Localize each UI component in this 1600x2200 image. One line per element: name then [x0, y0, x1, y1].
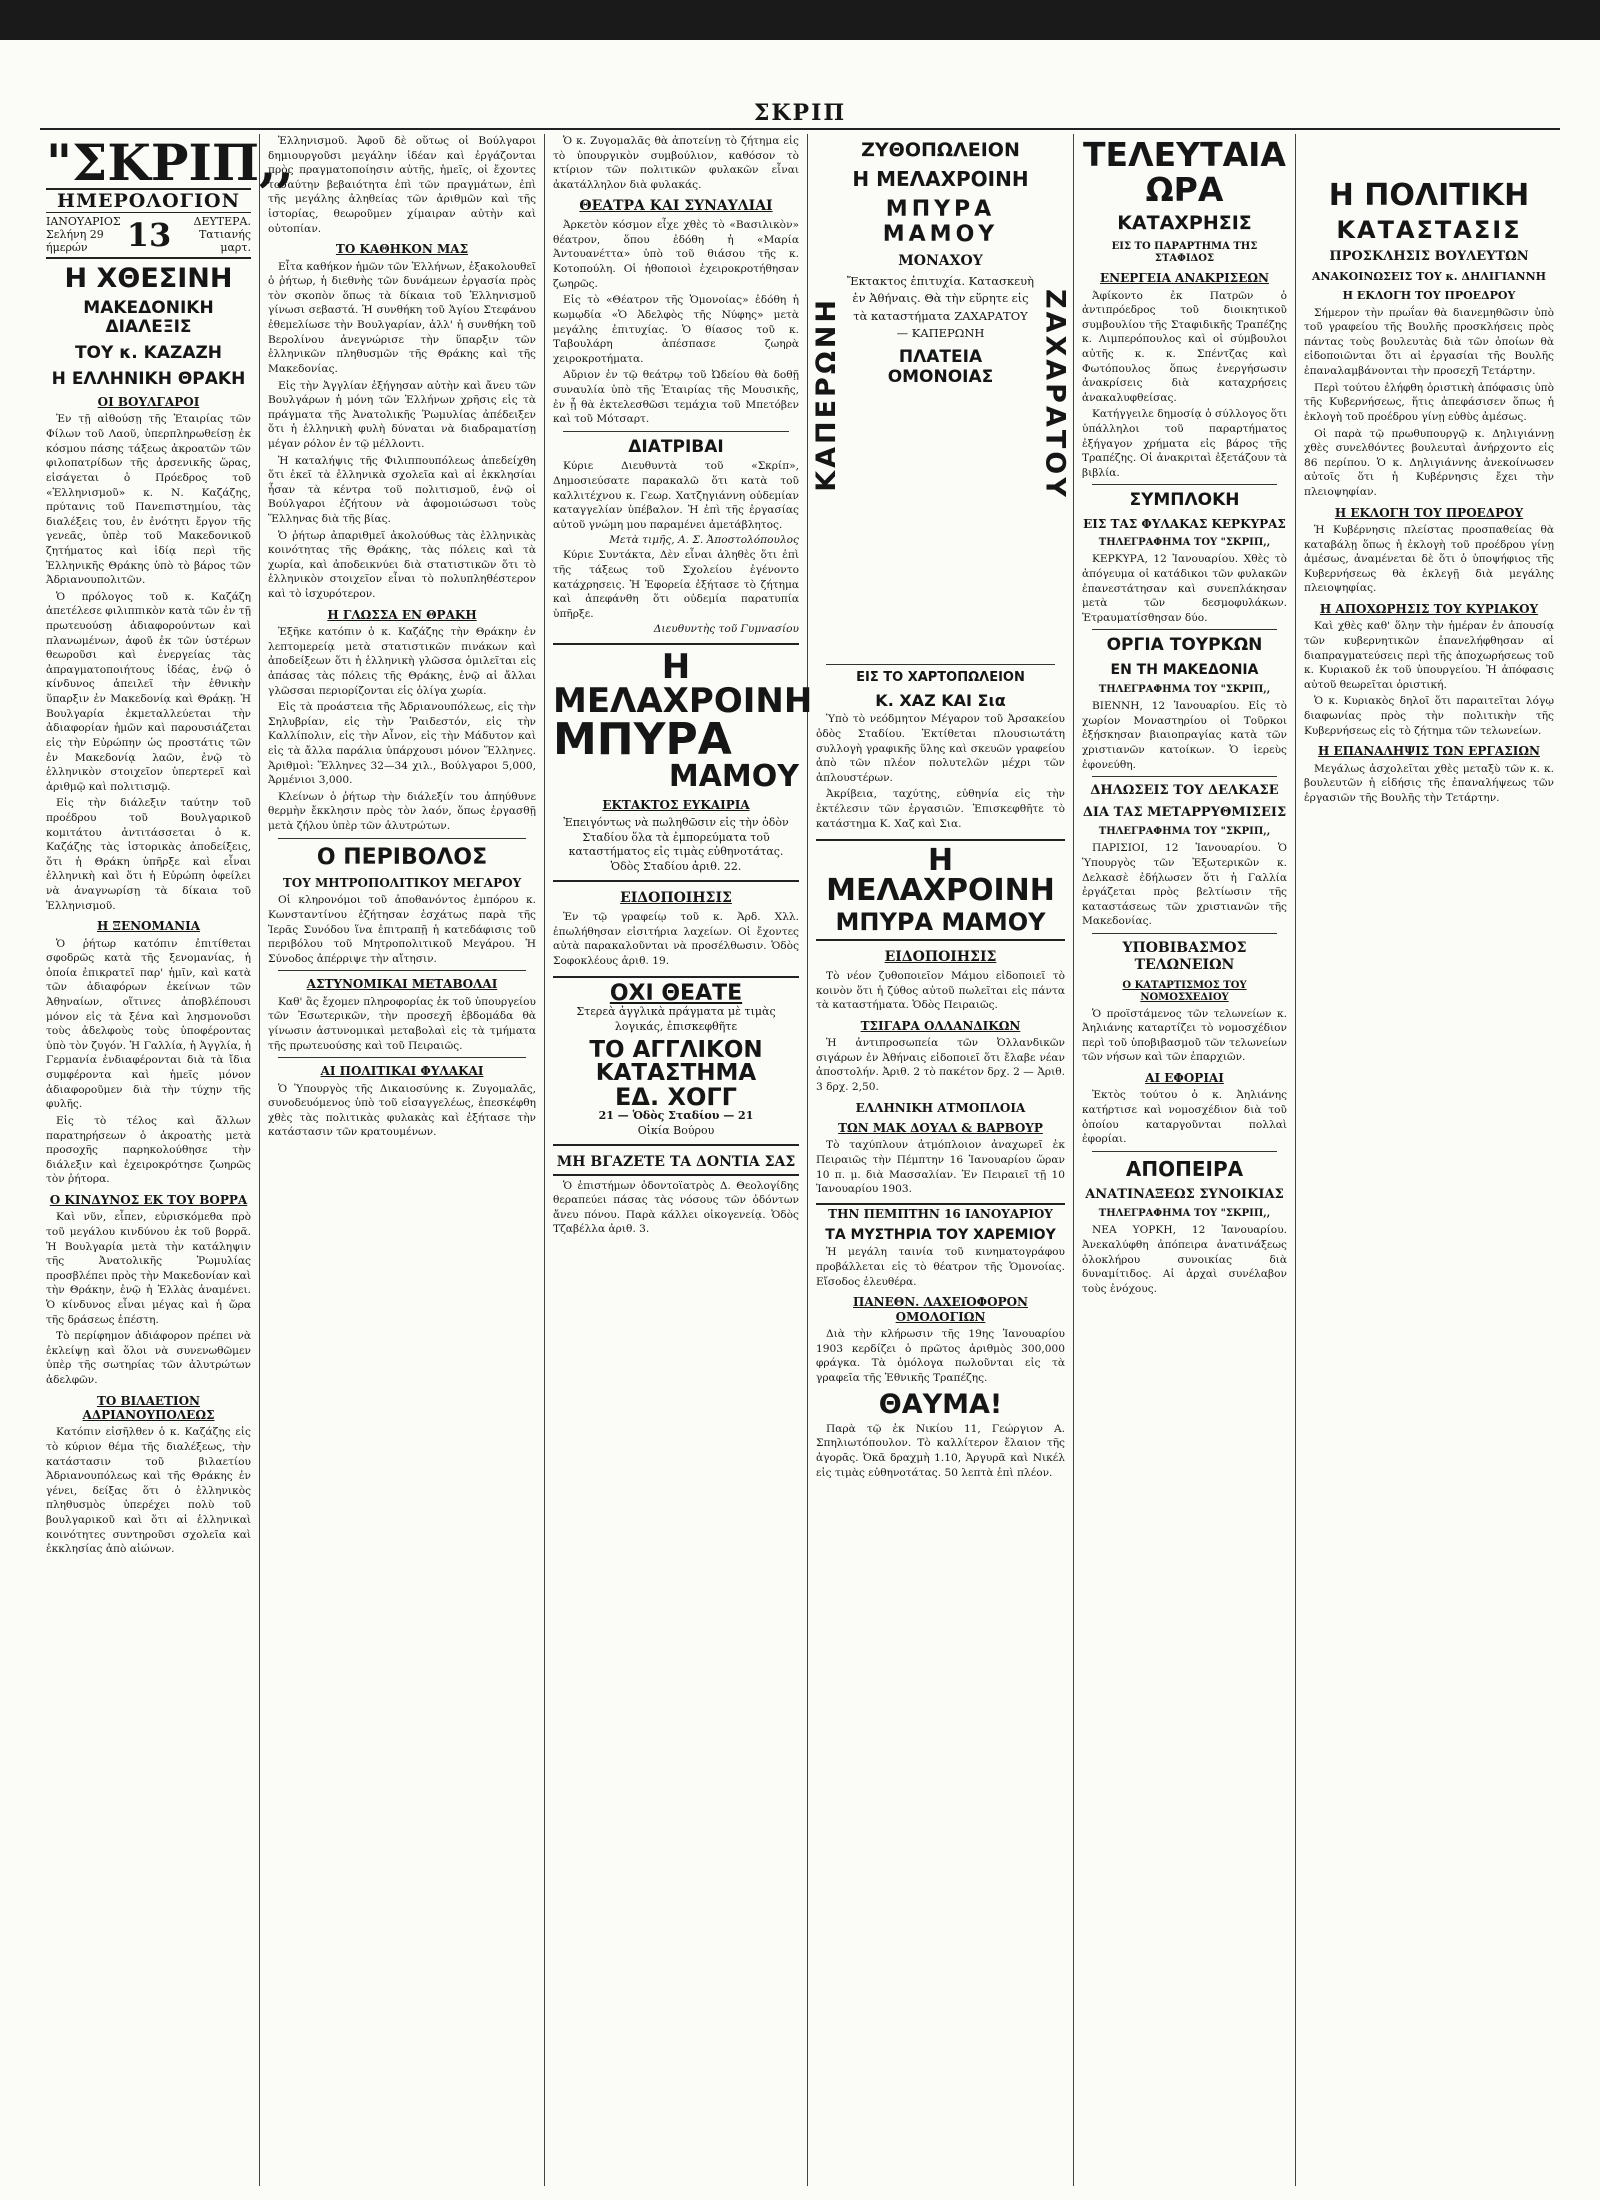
column-5 [1074, 134, 1296, 2186]
column-4 [808, 134, 1074, 2186]
section-heading: ΟΙ ΒΟΥΛΓΑΡΟΙ [97, 395, 200, 410]
paragraph: Εἰς τὸ τέλος καὶ ἄλλων παρατηρήσεων ὁ ἀκροατὴς μετὰ προσοχῆς παρηκολούθησε τὴν διάλεξιν καὶ ἐχειροκρότησε ζωηρῶς τὸν ῥήτορα. [46, 1114, 251, 1186]
article-subtitle: ΜΑΚΕΔΟΝΙΚΗ ΔΙΑΛΕΞΙΣ [83, 297, 214, 338]
article-subtitle: ΑΝΑΤΙΝΑΞΕΩΣ ΣΥΝΟΙΚΙΑΣ [1085, 1186, 1284, 1202]
paragraph: Ἡ μεγάλη ταινία τοῦ κινηματογράφου προβάλλεται εἰς τὸ θέατρον τῆς Ὁμονοίας. Εἴσοδος ἐλευθέρα. [816, 1246, 1065, 1288]
section-heading: ΠΑΝΕΘΝ. ΛΑΧΕΙΟΦΟΡΟΝ ΟΜΟΛΟΓΙΩΝ [852, 1295, 1029, 1324]
ad-store: ΤΟ ΑΓΓΛΙΚΟΝ ΚΑΤΑΣΤΗΜΑ [589, 1037, 763, 1087]
almanac-heading: ΗΜΕΡΟΛΟΓΙΟΝ [46, 188, 251, 213]
ad-brand-sub: ΜΟΝΑΧΟΥ [898, 253, 983, 270]
article-subtitle: ΕΙΣ ΤΟ ΠΑΡΑΡΤΗΜΑ ΤΗΣ ΣΤΑΦΙΔΟΣ [1111, 241, 1258, 265]
article-subtitle: ΕΝΕΡΓΕΙΑ ΑΝΑΚΡΙΣΕΩΝ [1100, 271, 1269, 286]
section-heading: ΤΟ ΚΑΘΗΚΟΝ ΜΑΣ [335, 242, 469, 257]
section-heading: ΔΙΑΤΡΙΒΑΙ [628, 436, 724, 457]
section-heading: Η ΑΠΟΧΩΡΗΣΙΣ ΤΟΥ ΚΥΡΙΑΚΟΥ [1319, 602, 1539, 617]
article-title: Η ΠΟΛΙΤΙΚΗ [1328, 178, 1530, 213]
date-line [46, 213, 251, 259]
section-heading: ΕΛΛΗΝΙΚΗ ΑΤΜΟΠΛΟΙΑ [855, 1100, 1026, 1115]
paragraph: Ὁ κ. Κυριακὸς δηλοῖ ὅτι παραιτεῖται λόγῳ διαφωνίας πρὸς τὴν πολιτικὴν τῆς Κυβερνήσεως εἰς τὸ ζήτημα τῶν τελωνείων. [1304, 695, 1554, 737]
paragraph: Ὁ Ὑπουργὸς τῆς Δικαιοσύνης κ. Ζυγομαλᾶς, συνοδευόμενος ὑπὸ τοῦ εἰσαγγελέως, ἐπεσκέφθη χθὲς τὰς πολιτικὰς φυλακὰς καὶ ἐξήτασε τὴν κατάστασιν τῶν κρατουμένων. [268, 1082, 536, 1139]
header-rule [40, 128, 1560, 130]
paragraph: Ὑπὸ τὸ νεόδμητον Μέγαρον τοῦ Ἀρσακείου ὁδὸς Σταδίου. Ἐκτίθεται πλουσιωτάτη συλλογὴ γραφικῆς ὕλης καὶ σκευῶν γραφείου ἀπὸ τῶν πλέον πολυτελῶν μέχρι τῶν ἁπλουστέρων. [816, 713, 1065, 784]
ad-title: Η ΜΕΛΑΧΡΟΙΝΗ [852, 166, 1029, 191]
paragraph: Ἡ καταλήψις τῆς Φιλιππουπόλεως ἀπεδείχθη ὅτι ἐκεῖ τὰ ἑλληνικὰ σχολεῖα καὶ αἱ ἐκκλησίαι ἦσαν τὰ κέντρα τοῦ πολιτισμοῦ, ἐνῷ οἱ Βούλγαροι ἐζήτουν νὰ ἀφομοιώσωσι τοὺς Ἕλληνας διὰ τῆς βίας. [268, 454, 536, 526]
ad-location: ΠΛΑΤΕΙΑ ΟΜΟΝΟΙΑΣ [887, 347, 994, 387]
section-heading: Η ΞΕΝΟΜΑΝΙΑ [96, 919, 200, 934]
paragraph: ΝΕΑ ΥΟΡΚΗ, 12 Ἰανουαρίου. Ἀνεκαλύφθη ἀπόπειρα ἀνατινάξεως ὁλοκλήρου συνοικίας διὰ δυναμίτιδος. Αἱ ἀρχαὶ συνέλαβον τοὺς ἐνόχους. [1082, 1224, 1287, 1295]
vertical-banner-right [1039, 134, 1071, 654]
running-title: ΣΚΡΙΠ [753, 100, 847, 126]
telegram-label: ΤΗΛΕΓΡΑΦΗΜΑ ΤΟΥ "ΣΚΡΙΠ,, [1098, 537, 1271, 549]
section-heading: ΕΙΔΟΠΟΙΗΣΙΣ [884, 949, 997, 966]
paragraph: Κατήγγειλε δημοσίᾳ ὁ σύλλογος ὅτι ὑπάλληλοι τοῦ παραρτήματος ἐξήγαγον χρήματα εἰς βάρος τῆς Τραπέζης. Οἱ ἀνακριταὶ ἐξετάζουν τὰ βιβλία. [1082, 408, 1287, 479]
telegram-label: ΤΗΛΕΓΡΑΦΗΜΑ ΤΟΥ "ΣΚΡΙΠ,, [1098, 1208, 1271, 1220]
date-month: ΙΑΝΟΥΑΡΙΟΣ Σελήνη 29 ήμερών [46, 215, 121, 255]
column-2 [260, 134, 545, 2186]
paragraph: Καθ' ἃς ἔχομεν πληροφορίας ἐκ τοῦ ὑπουργείου τῶν Ἐσωτερικῶν, τὴν προσεχῆ ἑβδομάδα θὰ γίνωσιν ἀστυνομικαὶ μεταβολαὶ εἰς τὰ τμήματα τῆς πρωτευούσης καὶ τοῦ Πειραιῶς. [268, 995, 536, 1052]
article-title: ΟΡΓΙΑ ΤΟΥΡΚΩΝ [1106, 635, 1263, 656]
paragraph: Αὔριον ἐν τῷ θεάτρῳ τοῦ Ὠδείου θὰ δοθῇ συναυλία ὑπὸ τῆς Ἑταιρίας τῆς Μουσικῆς, ἐν ᾗ θὰ ἐκτελεσθῶσι τεμάχια τοῦ Μπετόβεν καὶ τοῦ Μότσαρτ. [553, 369, 799, 426]
article-title: Ο ΠΕΡΙΒΟΛΟΣ [316, 844, 488, 870]
section-heading: ΤΗΝ ΠΕΜΠΤΗΝ 16 ΙΑΝΟΥΑΡΙΟΥ [816, 1203, 1065, 1221]
section-heading: ΘΕΑΤΡΑ ΚΑΙ ΣΥΝΑΥΛΙΑΙ [579, 198, 773, 215]
telegram-label: ΤΗΛΕΓΡΑΦΗΜΑ ΤΟΥ "ΣΚΡΙΠ,, [1098, 826, 1271, 838]
article-subtitle: ΠΡΟΣΚΛΗΣΙΣ ΒΟΥΛΕΥΤΩΝ [1329, 248, 1529, 264]
ad-address: 21 — Ὁδὸς Σταδίου — 21 [598, 1109, 754, 1123]
paragraph: Καὶ νῦν, εἶπεν, εὑρισκόμεθα πρὸ τοῦ μεγάλου κινδύνου ἐκ τοῦ βορρᾶ. Ἡ Βουλγαρία μετὰ τὴν κατάληψιν τῆς Ἀνατολικῆς Ῥωμυλίας προσβλέπει πρὸς τὴν Μακεδονίαν καὶ τὴν Θράκην, ἐνῷ ἡ Ἑλλὰς ἀναμένει. Ὁ κίνδυνος εἶναι μέγας καὶ ἡ ὥρα τῆς δράσεως ἐπέστη. [46, 1211, 251, 1326]
ad-brand: ΜΠΥΡΑ ΜΑΜΟΥ [835, 908, 1046, 937]
divider [278, 970, 526, 971]
paragraph: Οἱ κληρονόμοι τοῦ ἀποθανόντος ἐμπόρου κ. Κωνσταντίνου ἐζήτησαν ἐσχάτως παρὰ τῆς Ἱερᾶς Συνόδου ἵνα ἐπιτραπῇ ἡ κατεδάφισις τοῦ περιβόλου τοῦ Μητροπολιτικοῦ Μεγάρου. Ἡ Σύνοδος ἀπέρριψε τὴν αἴτησιν. [268, 894, 536, 965]
paragraph: Καὶ χθὲς καθ' ὅλην τὴν ἡμέραν ἐν ἀπουσίᾳ τῶν κυβερνητικῶν ἐπανελήφθησαν αἱ διαπραγματεύσεις περὶ τῆς ἀποχωρήσεως τοῦ κ. Κυριακοῦ ἐκ τοῦ ὑπουργείου. Ἡ ἀπόφασις αὐτοῦ θεωρεῖται ὁριστική. [1304, 620, 1554, 691]
ad-tagline: ΕΚΤΑΚΤΟΣ ΕΥΚΑΙΡΙΑ [602, 798, 750, 813]
brewery-ad [846, 140, 1035, 660]
paragraph: Εἰς τὸ «Θέατρον τῆς Ὁμονοίας» ἐδόθη ἡ κωμῳδία «Ὁ Ἀδελφὸς τῆς Νύφης» μετὰ μεγάλης ἐπιτυχίας. Ὁ θίασος τοῦ κ. Ταβουλάρη ἀπέσπασε ζωηρὰ χειροκροτήματα. [553, 294, 799, 365]
paragraph: Περὶ τούτου ἐλήφθη ὁριστικὴ ἀπόφασις ὑπὸ τῆς Κυβερνήσεως, ἥτις ἀπεφάσισεν ὅπως ἡ ἐκλογὴ τοῦ προέδρου γίνῃ εὐθὺς ἀμέσως. [1304, 381, 1554, 423]
divider [1092, 776, 1277, 777]
article-subtitle: ΑΝΑΚΟΙΝΩΣΕΙΣ ΤΟΥ κ. ΔΗΛΙΓΙΑΝΝΗ [1311, 270, 1547, 284]
paragraph: Ὁ πρόλογος τοῦ κ. Καζάζη ἀπετέλεσε φιλιππικὸν κατὰ τῶν ἐν τῇ πρωτευούσῃ ἀδιαφορούντων καὶ πλανωμένων, ἀφοῦ ἐκ τῶν ὑστέρων θεωροῦσι καὶ ἐνεργείας τὰς ἀπραγματοποιήτους ἰδέας, ἐνῷ ὁ κίνδυνος ἀπειλεῖ τὴν ἐθνικὴν ὕπαρξιν ἐν Μακεδονίᾳ καὶ Θράκῃ. Ἡ Βουλγαρία ἐκμεταλλεύεται τὴν ἀδιαφορίαν ἡμῶν καὶ παρουσιάζεται εἰς τὴν Εὐρώπην ὡς προστάτις τῶν ἐν Μακεδονίᾳ λαῶν, ἐνῷ τὸ ἑλληνικὸν στοιχεῖον ὑπερτερεῖ καὶ ἀριθμῷ καὶ πολιτισμῷ. [46, 590, 251, 793]
paragraph: Τὸ νέον ζυθοποιεῖον Μάμου εἰδοποιεῖ τὸ κοινὸν ὅτι ἡ ζύθος αὐτοῦ πωλεῖται εἰς πάντα τὰ καταστήματα. Ὁδὸς Πειραιῶς. [816, 970, 1065, 1012]
paragraph: Εἰς τὴν διάλεξιν ταύτην τοῦ προέδρου τοῦ Βουλγαρικοῦ κομιτάτου ἀντιτάσσεται ὁ κ. Καζάζης τὰς ἱστορικὰς ἀποδείξεις, ὅτι ἡ Θράκη ὑπῆρξε καὶ εἶναι ἑλληνικὴ καὶ ὅτι ἡ Εὐρώπη ὀφείλει νὰ ἀναγνωρίσῃ τὰ δίκαια τοῦ Ἑλληνισμοῦ. [46, 797, 251, 912]
paragraph: Παρὰ τῷ ἐκ Νικίου 11, Γεώργιον Α. Σπηλιωτόπουλον. Τὸ καλλίτερον ἔλαιον τῆς ἀγορᾶς. Ὀκᾶ δραχμὴ 1.10, Ἀργυρᾶ καὶ Νικέλ εἰς τιμὰς εὐθηνοτάτας. 50 λεπτὰ ἐπὶ πλέον. [816, 1422, 1065, 1479]
ad-title: ΘΑΥΜΑ! [878, 1389, 1003, 1421]
paragraph: Ἐκτὸς τούτου ὁ κ. Ἀηλιάνης κατήρτισε καὶ νομοσχέδιον διὰ τοῦ ὁποίου καταργοῦνται πολλαὶ ἐφορίαι. [1082, 1089, 1287, 1146]
divider [1092, 484, 1277, 485]
ad-product: ΜΠΥΡΑ [553, 714, 732, 766]
section-heading: ΤΑ ΜΥΣΤΗΡΙΑ ΤΟΥ ΧΑΡΕΜΙΟΥ [825, 1227, 1056, 1244]
ad-text: Ἔκτακτος ἐπιτυχία. Κατασκευὴ ἐν Ἀθήναις. Θὰ τὴν εὕρητε εἰς τὰ καταστήματα ΖΑΧΑΡΑΤΟΥ — ΚΑΠΕΡΩΝΗ [847, 274, 1034, 340]
paragraph: Κατόπιν εἰσῆλθεν ὁ κ. Καζάζης εἰς τὸ κύριον θέμα τῆς διαλέξεως, τὴν κατάστασιν τοῦ βιλαετίου Ἀδριανουπόλεως καὶ τῆς Θράκης ἐν γένει, δείξας ὅτι ὁ ἑλληνικὸς πληθυσμὸς ὑπερέχει πολὺ τοῦ βουλγαρικοῦ καὶ ὅτι αἱ ἑλληνικαὶ κοινότητες συντηροῦσι σχολεῖα καὶ ἐκκλησίας ἀπὸ αἰώνων. [46, 1426, 251, 1556]
paragraph: Εἶτα καθήκον ἡμῶν τῶν Ἑλλήνων, ἐξακολουθεῖ ὁ ῥήτωρ, ἡ διεθνὴς τῶν δυνάμεων ἐργασία πρὸς τὸν σκοπὸν ὅπως τὰ δίκαια τοῦ Ἑλληνισμοῦ γίνωσι σεβαστά. Ἡ συνθήκη τοῦ Ἁγίου Στεφάνου ἐθεμελίωσε τὴν Βουλγαρίαν, ἀλλ' ἡ συνθήκη τοῦ Βερολίνου ἀνεγνώρισε τὴν ὕπαρξιν τῶν ἑλληνικῶν πληθυσμῶν τῆς Θράκης καὶ τῆς Μακεδονίας. [268, 260, 536, 375]
advertisement-beer [816, 839, 1065, 941]
section-heading: ΑΙ ΕΦΟΡΙΑΙ [1145, 1070, 1224, 1085]
section-heading: ΤΩΝ ΜΑΚ ΔΟΥΑΛ & ΒΑΡΒΟΥΡ [838, 1121, 1043, 1136]
ad-building: Οἰκία Βούρου [637, 1123, 715, 1137]
article-title: ΥΠΟΒΙΒΑΣΜΟΣ ΤΕΛΩΝΕΙΩΝ [1122, 939, 1247, 973]
article-subtitle: ΕΙΣ ΤΑΣ ΦΥΛΑΚΑΣ ΚΕΡΚΥΡΑΣ [1083, 516, 1286, 531]
signature: Μετὰ τιμῆς, Α. Σ. Ἀποστολόπουλος [609, 534, 799, 547]
vertical-banner-text: ΚΑΠΕΡΩΝΗ [810, 296, 842, 492]
advertisement-english-store [553, 976, 799, 1145]
article-title: ΚΑΤΑΣΤΑΣΙΣ [1336, 215, 1522, 244]
paragraph: Εἰς τὴν Ἀγγλίαν ἐξήγησαν αὐτὴν καὶ ἄνευ τῶν Βουλγάρων ἡ μόνη τῶν Ἑλλήνων χρῆσις εἰς τὰ πράγματα τῆς Ἀνατολικῆς Ῥωμυλίας ἀπέδειξεν ὅτι ἡ ἑλληνικὴ φυλὴ δύναται νὰ διαδραματίσῃ μέγαν ρόλον ἐν τῷ μέλλοντι. [268, 379, 536, 450]
article-topic: Η ΕΛΛΗΝΙΚΗ ΘΡΑΚΗ [51, 368, 246, 389]
paragraph: ΚΕΡΚΥΡΑ, 12 Ἰανουαρίου. Χθὲς τὸ ἀπόγευμα οἱ κατάδικοι τῶν φυλακῶν ἐπανεστάτησαν καὶ συνεπλάκησαν μετὰ τῶν δεσμοφυλάκων. Ἐτραυματίσθησαν δύο. [1082, 553, 1287, 624]
section-heading: ΑΙ ΠΟΛΙΤΙΚΑΙ ΦΥΛΑΚΑΙ [320, 1064, 484, 1079]
telegram-label: ΤΗΛΕΓΡΑΦΗΜΑ ΤΟΥ "ΣΚΡΙΠ,, [1098, 684, 1271, 696]
paragraph: Μεγάλως ἀσχολεῖται χθὲς μεταξὺ τῶν κ. κ. βουλευτῶν ἡ εἰδήσις τῆς ἐπαναλήψεως τῶν ἐργασιῶν τῆς Βουλῆς τὴν Τετάρτην. [1304, 762, 1554, 804]
vertical-banner-text: ΖΑΧΑΡΑΤΟΥ [1039, 288, 1071, 500]
divider [826, 664, 1055, 665]
divider [1092, 1151, 1277, 1152]
paragraph: Τὸ περίφημον ἀδιάφορον πρέπει νὰ ἐκλείψῃ καὶ ὅλοι νὰ συνενωθῶμεν ὑπὲρ τῆς σωτηρίας τῶν ἀλυτρώτων ἀδελφῶν. [46, 1330, 251, 1387]
ad-heading: ΖΥΘΟΠΩΛΕΙΟΝ [861, 139, 1020, 161]
section-heading: Η ΕΚΛΟΓΗ ΤΟΥ ΠΡΟΕΔΡΟΥ [1334, 505, 1524, 520]
column-3 [545, 134, 813, 2186]
paragraph: Ἑλληνισμοῦ. Ἀφοῦ δὲ οὕτως οἱ Βούλγαροι δημιουργοῦσι μεγάλην ἰδέαν καὶ ἐργάζονται πρὸς πραγματοποίησιν αὐτῆς, ἡμεῖς, οἱ ἔχοντες τοσαύτην βεβαιότητα ἐπὶ τῶν πραγμάτων, ἐπὶ τῆς μεγάλης ἀληθείας τῶν ἀριθμῶν καὶ τῆς ἱστορίας, θεωροῦμεν χίμαιραν αὐτὴν καὶ οὐτοπίαν. [268, 135, 536, 235]
ad-title: Η ΜΕΛΑΧΡΟΙΝΗ [826, 843, 1055, 909]
paragraph: Τὸ ταχύπλουν ἀτμόπλοιον ἀναχωρεῖ ἐκ Πειραιῶς τὴν Πέμπτην 16 Ἰανουαρίου ὥραν 10 π. μ. διὰ Μασσαλίαν. Ἐν Πειραιεῖ τῇ 10 Ἰανουαρίου 1903. [816, 1139, 1065, 1196]
vertical-banner-left [810, 134, 842, 654]
page-columns [38, 134, 1562, 2186]
article-author: ΤΟΥ κ. ΚΑΖΑΖΗ [74, 343, 223, 363]
divider [1092, 933, 1277, 934]
divider [278, 1057, 526, 1058]
paragraph: Κύριε Συντάκτα, Δὲν εἶναι ἀληθὲς ὅτι ἐπὶ τῆς τάξεως τοῦ Σχολείου ἐγένοντο κατάχρησεις. Ἡ Ἐφορεία ἐξήτασε τὸ ζήτημα καὶ ἀπεφάνθη ὅτι οὐδεμία παρατυπία ὑπῆρξε. [553, 549, 799, 620]
page-top-border [0, 0, 1600, 40]
paragraph: Οἱ παρὰ τῷ πρωθυπουργῷ κ. Δηλιγιάννῃ χθὲς συνελθόντες βουλευταὶ ἀνήρχοντο εἰς 86 περίπου. Ὁ κ. Δηλιγιάννης ἀνεκοίνωσεν αὐτοῖς ὅτι ἡ Κυβέρνησις ἔχει τὴν πλειοψηφίαν. [1304, 427, 1554, 498]
divider [278, 838, 526, 839]
paragraph: Ἀφίκοντο ἐκ Πατρῶν ὁ ἀντιπρόεδρος τοῦ διοικητικοῦ συμβουλίου τῆς Σταφιδικῆς Τραπέζης κ. Λιμπερόπουλος καὶ οἱ σύμβουλοι αὐτῆς κ. κ. Σπέντζας καὶ Φωτόπουλος ὅπως ἐνεργήσωσιν ἀνακρίσεις διὰ καταχρήσεις ἀνακαλυφθείσας. [1082, 289, 1287, 404]
section-heading: ΕΙΣ ΤΟ ΧΑΡΤΟΠΩΛΕΙΟΝ [856, 670, 1025, 685]
paragraph: Ὁ προϊστάμενος τῶν τελωνείων κ. Ἀηλιάνης καταρτίζει τὸ νομοσχέδιον περὶ τοῦ ὑποβιβασμοῦ τῶν τελωνείων τῶν νήσων καὶ τῶν ἐπαρχιῶν. [1082, 1007, 1287, 1064]
paragraph: ΠΑΡΙΣΙΟΙ, 12 Ἰανουαρίου. Ὁ Ὑπουργὸς τῶν Ἐξωτερικῶν κ. Δελκασὲ ἐδήλωσεν ὅτι ἡ Γαλλία ἐργάζεται πρὸς βελτίωσιν τῆς καταστάσεως τῶν χριστιανῶν τῆς Μακεδονίας. [1082, 842, 1287, 928]
date-day: 13 [126, 215, 172, 254]
article-title: ΑΠΟΠΕΙΡΑ [1125, 1156, 1244, 1181]
section-heading: ΤΣΙΓΑΡΑ ΟΛΛΑΝΔΙΚΩΝ [860, 1018, 1021, 1033]
section-heading: Η ΓΛΩΣΣΑ ΕΝ ΘΡΑΚΗ [327, 607, 477, 622]
section-heading: ΑΣΤΥΝΟΜΙΚΑΙ ΜΕΤΑΒΟΛΑΙ [306, 977, 498, 992]
ad-brand: ΜΠΥΡΑ ΜΑΜΟΥ [882, 196, 999, 248]
section-title-latest: ΤΕΛΕΥΤΑΙΑ ΩΡΑ [1083, 135, 1286, 209]
advertisement-beer [553, 643, 813, 882]
section-heading: Η ΕΠΑΝΑΛΗΨΙΣ ΤΩΝ ΕΡΓΑΣΙΩΝ [1318, 744, 1540, 759]
article-subtitle: Η ΕΚΛΟΓΗ ΤΟΥ ΠΡΟΕΔΡΟΥ [1342, 289, 1516, 303]
ad-text: Στερεὰ ἀγγλικὰ πράγματα μὲ τιμὰς λογικάς, ἐπισκεφθῆτε [576, 1005, 776, 1034]
paragraph: Κλείνων ὁ ῥήτωρ τὴν διάλεξίν του ἀπηύθυνε θερμὴν ἔκκλησιν πρὸς τὸν λαόν, ὅπως ἐργασθῇ μετὰ ζήλου ὑπὲρ τῶν ἀλυτρώτων. [268, 790, 536, 832]
section-heading: ΤΟ ΒΙΛΑΕΤΙΟΝ ΑΔΡΙΑΝΟΥΠΟΛΕΩΣ [82, 1393, 215, 1423]
date-weekday: ΔΕΥΤΕΡΑ. Τατιανής μαρτ. [193, 215, 251, 255]
paragraph: Κύριε Διευθυντὰ τοῦ «Σκρίπ», Δημοσιεύσατε παρακαλῶ ὅτι κατὰ τοῦ καλλιτέχνου κ. Γεωρ. Χατζηγιάννη οὐδεμίαν καταγγελίαν ὑπέβαλον. Ἡ ἐπὶ τῆς ἐργασίας αὐτοῦ γνώμη μου παραμένει ἀμετάβλητος. [553, 460, 799, 531]
article-subtitle: Ο ΚΑΤΑΡΤΙΣΜΟΣ ΤΟΥ ΝΟΜΟΣΧΕΔΙΟΥ [1122, 979, 1247, 1003]
paragraph: Ἀκρίβεια, ταχύτης, εὐθηνία εἰς τὴν ἐκτέλεσιν τῶν ἐργασιῶν. Ἐπισκεφθῆτε τὸ κατάστημα Κ. Χαζ καὶ Σια. [816, 788, 1065, 830]
article-title: Η ΧΘΕΣΙΝΗ [64, 262, 233, 294]
ad-title: ΟΧΙ ΘΕΑΤΕ [609, 981, 743, 1007]
ad-text: Ἐπειγόντως νὰ πωληθῶσιν εἰς τὴν ὁδὸν Σταδίου ὅλα τὰ ἐμπορεύματα τοῦ καταστήματος εἰς τιμὰς εὐθηνοτάτας. Ὁδὸς Σταδίου ἀριθ. 22. [563, 815, 789, 874]
column-6 [1296, 134, 1562, 2186]
masthead: "ΣΚΡΙΠ,, [46, 133, 294, 192]
article-subtitle: ΔΙΑ ΤΑΣ ΜΕΤΑΡΡΥΘΜΙΣΕΙΣ [1082, 804, 1287, 820]
paragraph: Ὁ ῥήτωρ ἀπαριθμεῖ ἀκολούθως τὰς ἑλληνικὰς κοινότητας τῆς Θράκης, τὰς πόλεις καὶ τὰ χωρία, καὶ ἀποδεικνύει διὰ στατιστικῶν ὅτι τὸ ἑλληνικὸν στοιχεῖον εἶναι τὸ πολυπληθέστερον καὶ τὸ ἰσχυρότερον. [268, 529, 536, 601]
article-subtitle: ΤΟΥ ΜΗΤΡΟΠΟΛΙΤΙΚΟΥ ΜΕΓΑΡΟΥ [282, 875, 522, 890]
ad-title: Η ΜΕΛΑΧΡΟΙΝΗ [553, 647, 813, 722]
paragraph: Ἐν τῇ αἰθούσῃ τῆς Ἑταιρίας τῶν Φίλων τοῦ Λαοῦ, ὑπερπληρωθείσῃ ἐκ κόσμου πάσης τάξεως ἀκροατῶν τῶν φιλοπατρίδων τῆς ἀρσενικῆς ὥρας, εἰσάγεται ὁ Πρόεδρος τοῦ «Ἑλληνισμοῦ» κ. Ν. Καζάζης, πρύτανις τοῦ Πανεπιστημίου, τὰς διαλέξεις του, ἐν ἐνότητι ἔργον τῆς γενεᾶς, ὑπὲρ τοῦ Μακεδονικοῦ ζητήματος καὶ ἰδίᾳ περὶ τῆς Ἑλληνικῆς Θράκης ὑπὸ τὸ βάρος τῶν Ἀδριανουπολιτῶν. [46, 413, 251, 587]
divider [1092, 629, 1277, 630]
article-title: ΚΑΤΑΧΡΗΣΙΣ [1117, 212, 1252, 235]
paragraph: Ἐν τῷ γραφείῳ τοῦ κ. Ἀρδ. Χλλ. ἐπωλήθησαν εἰσιτήρια λαχείων. Οἱ ἔχοντες αὐτὰ παρακαλοῦνται νὰ προσέλθωσιν. Ὁδὸς Σοφοκλέους ἀριθ. 19. [553, 910, 799, 967]
paragraph: Ἐξῆκε κατόπιν ὁ κ. Καζάζης τὴν Θράκην ἐν λεπτομερείᾳ μετὰ στατιστικῶν πινάκων καὶ ἀποδείξεων ὅτι ἡ ἑλληνικὴ γλῶσσα ὁμιλεῖται εἰς ἁπάσας τὰς πόλεις τῆς Θράκης, ἐνῷ αἱ ἄλλαι γλῶσσαι περιορίζονται εἰς ὀλίγα χωρία. [268, 626, 536, 697]
section-heading: ΕΙΔΟΠΟΙΗΣΙΣ [620, 890, 732, 907]
section-heading: Ο ΚΙΝΔΥΝΟΣ ΕΚ ΤΟΥ ΒΟΡΡΑ [49, 1192, 248, 1207]
divider [563, 431, 789, 432]
paragraph: Διὰ τὴν κλήρωσιν τῆς 19ης Ἰανουαρίου 1903 κερδίζει ὁ πρῶτος ἀριθμὸς 300,000 φράγκα. Τὰ ὁμόλογα πωλοῦνται εἰς τὰ γραφεῖα τῆς Ἐθνικῆς Τραπέζης. [816, 1327, 1065, 1384]
signature: Διευθυντὴς τοῦ Γυμνασίου [653, 623, 799, 636]
paragraph: Σήμερον τὴν πρωΐαν θὰ διανεμηθῶσιν ὑπὸ τοῦ γραφείου τῆς Βουλῆς προσκλήσεις πρὸς πάντας τοὺς βουλευτὰς διὰ τῶν ὁποίων θὰ εἰδοποιῶνται ὅτι αἱ ἐργασίαι τῆς Βουλῆς ἐπαναλαμβάνονται τὴν προσεχῆ Τετάρτην. [1304, 306, 1554, 378]
ad-owner: ΕΔ. ΧΟΓΓ [615, 1083, 737, 1112]
paragraph: Εἰς τὰ προάστεια τῆς Ἀδριανουπόλεως, εἰς τὴν Σηλυβρίαν, εἰς τὴν Ῥαιδεστόν, εἰς τὴν Καλλίπολιν, εἰς τὴν Αἶνον, εἰς τὴν Μάδυτον καὶ εἰς τὰ ἄλλα παράλια ὑπάρχουσι μόνον Ἕλληνες. Ἀριθμοὶ: Ἕλληνες 32—34 χιλ., Βούλγαροι 5,000, Ἀρμένιοι 3,000. [268, 701, 536, 787]
article-title: ΣΥΜΠΛΟΚΗ [1129, 490, 1240, 511]
paragraph: Ὁ κ. Ζυγομαλᾶς θὰ ἀποτείνῃ τὸ ζήτημα εἰς τὸ ὑπουργικὸν συμβούλιον, καθόσον τὸ κτίριον τῶν πολιτικῶν φυλακῶν εἶναι ἀκατάλληλον διὰ φυλακάς. [553, 135, 799, 191]
column-1 [38, 133, 294, 2186]
ad-brand: ΜΑΜΟΥ [668, 759, 799, 795]
article-subtitle: ΕΝ ΤΗ ΜΑΚΕΔΟΝΙΑ [1110, 661, 1259, 678]
paragraph: Ἀρκετὸν κόσμον εἶχε χθὲς τὸ «Βασιλικὸν» θέατρον, ὅπου ἐδόθη ἡ «Μαρία Ἀντουανέττα» ὑπὸ τοῦ θιάσου τῆς κ. Κοτοπούλη. Οἱ ἠθοποιοὶ ἐχειροκροτήθησαν ζωηρῶς. [553, 219, 799, 290]
section-heading: Κ. ΧΑΖ ΚΑΙ Σια [875, 690, 1006, 710]
paragraph: Ὁ ἐπιστήμων ὀδοντοϊατρὸς Δ. Θεολογίδης θεραπεύει πάσας τὰς νόσους τῶν ὀδόντων ἄνευ πόνου. Παρὰ κάλλει οἰκογενείᾳ. Ὁδὸς Τζαβέλλα ἀριθ. 3. [553, 1179, 799, 1236]
paragraph: Ἡ ἀντιπροσωπεία τῶν Ὀλλανδικῶν σιγάρων ἐν Ἀθήναις εἰδοποιεῖ ὅτι ἔλαβε νέαν ἀποστολήν. Ἀριθ. 2 τὸ πακέτον δρχ. 2 — Ἀριθ. 3 δρχ. 2,50. [816, 1037, 1065, 1094]
article-title: ΔΗΛΩΣΕΙΣ ΤΟΥ ΔΕΛΚΑΣΕ [1090, 783, 1279, 799]
paragraph: Ἡ Κυβέρνησις πλείστας προσπαθείας θὰ καταβάλῃ ὅπως ἡ ἐκλογὴ τοῦ προέδρου γίνῃ ἀμέσως, ἀναμένεται δὲ ὅτι ὁ ὑποψήφιος τῆς Κυβερνήσεως θὰ ἐκλεγῇ διὰ μεγάλης πλειοψηφίας. [1304, 523, 1554, 595]
paragraph: ΒΙΕΝΝΗ, 12 Ἰανουαρίου. Εἰς τὸ χωρίον Μοναστηρίου οἱ Τοῦρκοι ἐξήσκησαν βιαιοπραγίας κατὰ τῶν χριστιανῶν κατοίκων. Ὁ ἱερεὺς ἐφονεύθη. [1082, 700, 1287, 771]
paragraph: Ὁ ῥήτωρ κατόπιν ἐπιτίθεται σφοδρῶς κατὰ τῆς ξενομανίας, ἡ ὁποία ἐπικρατεῖ παρ' ἡμῖν, καὶ κατὰ τῶν ἀδιαφόρων ἐκείνων τῶν Ἀθηναίων, οἵτινες ἀποβλέπουσι μόνον εἰς τὰ ξένα καὶ λησμονοῦσι τοὺς ἀδελφοὺς τοὺς ὑποφέροντας ὑπὸ τὸν ζυγόν. Ἡ Γαλλία, ἡ Ἀγγλία, ἡ Γερμανία ἐνδιαφέρονται διὰ τὰ ἴδια συμφέροντα καὶ ἡμεῖς μόνον ἀδιαφοροῦμεν διὰ τὴν τύχην τῆς φυλῆς. [46, 937, 251, 1111]
section-heading: ΜΗ ΒΓΑΖΕΤΕ ΤΑ ΔΟΝΤΙΑ ΣΑΣ [553, 1154, 799, 1176]
